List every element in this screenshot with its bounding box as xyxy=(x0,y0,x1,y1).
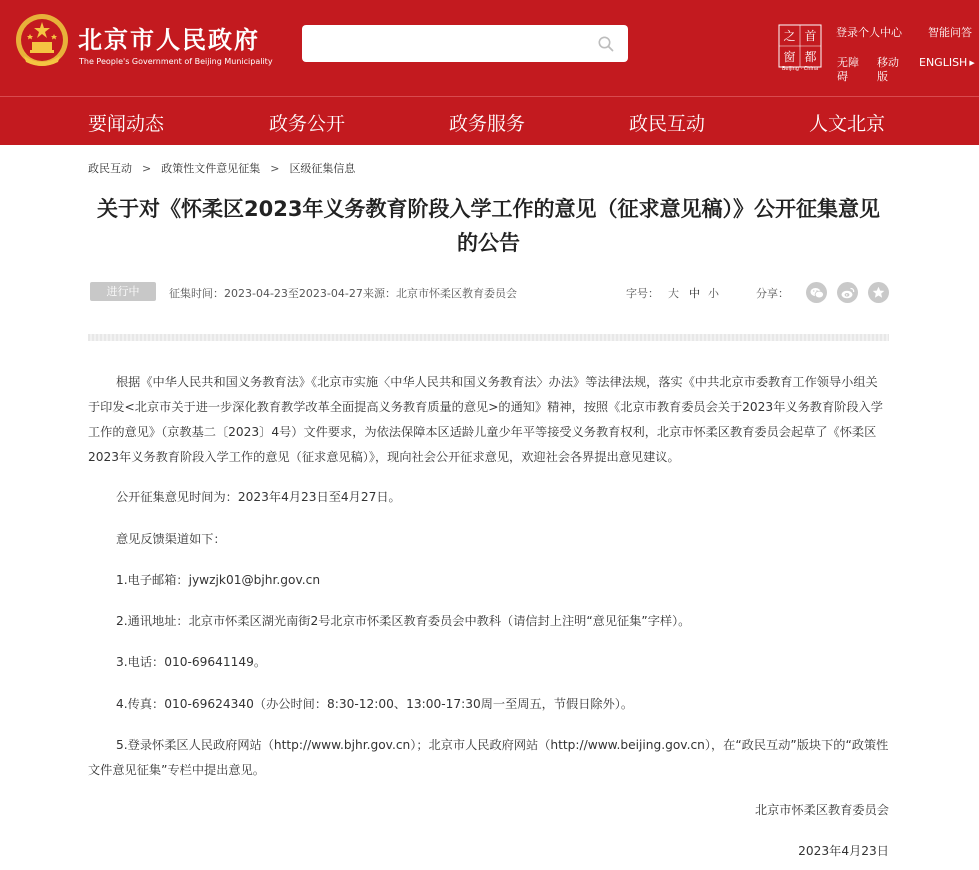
signature-date: 2023年4月23日 xyxy=(798,844,889,858)
share-wechat-button[interactable] xyxy=(806,282,827,303)
article-paragraph: 1.电子邮箱：jywzjk01@bjhr.gov.cn xyxy=(116,573,321,587)
font-size-small-button[interactable]: 小 xyxy=(708,287,719,300)
weibo-icon xyxy=(841,287,855,299)
english-dropdown[interactable] xyxy=(919,56,975,70)
article-paragraph: 2.通讯地址：北京市怀柔区湖光南街2号北京市怀柔区教育委员会中教科（请信封上注明“意见征集”字样）。 xyxy=(116,614,691,628)
breadcrumb-item-policy-solicitation[interactable]: 政策性文件意见征集 xyxy=(161,162,261,175)
national-emblem-icon xyxy=(14,12,70,72)
article-source: 来源：北京市怀柔区教育委员会 xyxy=(363,287,517,300)
font-size-medium-button[interactable]: 中 xyxy=(689,287,700,300)
article-paragraph: 公开征集意见时间为：2023年4月23日至4月27日。 xyxy=(116,490,401,504)
capital-logo-char: 窗 xyxy=(783,50,796,64)
article-paragraph: 根据《中华人民共和国义务教育法》《北京市实施〈中华人民共和国义务教育法〉办法》等法律法规，落实《中共北京市委教育工作领导小组关于印发<北京市关于进一步深化教育教学改革全面提高义务教育质量的意见>的通知》精神，按照《北京市教育委员会关于2023年义务教育阶段入学工作的意见》（京教基二〔2023〕4号）文件要求，为依法保障本区适龄儿童少年平等接受义务教育权利，北京市怀柔区教育委员会起草了《怀柔区2023年义务教育阶段入学工作的意见（征求意见稿）》，现向社会公开征求意见，欢迎社会各界提出意见建议。 xyxy=(88,375,883,464)
status-badge: 进行中 xyxy=(90,282,156,301)
top-header xyxy=(0,0,979,96)
page-title: 关于对《怀柔区2023年义务教育阶段入学工作的意见（征求意见稿）》公开征集意见的公告 xyxy=(97,197,880,255)
search-icon[interactable] xyxy=(597,35,615,53)
solicitation-period: 征集时间：2023-04-23至2023-04-27 xyxy=(169,287,363,300)
smart-qa-link[interactable]: 智能问答 xyxy=(928,26,972,39)
site-title[interactable]: 北京市人民政府 xyxy=(78,26,260,54)
breadcrumb-item-interaction[interactable]: 政民互动 xyxy=(88,162,132,175)
share-weibo-button[interactable] xyxy=(837,282,858,303)
nav-item-news[interactable]: 要闻动态 xyxy=(88,113,165,135)
wechat-icon xyxy=(810,287,824,299)
nav-item-gov-services[interactable]: 政务服务 xyxy=(449,113,526,135)
font-size-large-button[interactable]: 大 xyxy=(668,287,679,300)
english-label: ENGLISH xyxy=(919,56,968,69)
capital-logo-char: 首 xyxy=(804,29,817,43)
capital-window-logo-icon[interactable] xyxy=(778,24,822,72)
caret-down-icon: ▶ xyxy=(969,59,975,67)
nav-item-interaction[interactable]: 政民互动 xyxy=(629,113,706,135)
content-divider xyxy=(88,334,889,341)
share-favorite-button[interactable] xyxy=(868,282,889,303)
breadcrumb-separator: > xyxy=(270,162,280,175)
breadcrumb xyxy=(88,160,355,176)
breadcrumb-separator: > xyxy=(142,162,152,175)
article-paragraph: 4.传真：010-69624340（办公时间：8:30-12:00、13:00-17:30周一至周五，节假日除外）。 xyxy=(116,697,634,711)
breadcrumb-item-district-info[interactable]: 区级征集信息 xyxy=(289,162,356,175)
share-label: 分享： xyxy=(756,287,789,300)
nav-item-gov-affairs[interactable]: 政务公开 xyxy=(269,113,346,135)
article-paragraph: 意见反馈渠道如下： xyxy=(116,532,226,546)
signature-organization: 北京市怀柔区教育委员会 xyxy=(754,803,889,817)
font-size-label: 字号： xyxy=(626,287,659,300)
capital-logo-char: 之 xyxy=(783,29,796,43)
login-link[interactable]: 登录个人中心 xyxy=(836,26,902,39)
article-paragraph: 5.登录怀柔区人民政府网站（http://www.bjhr.gov.cn）；北京市人民政府网站（http://www.beijing.gov.cn），在“政民互动”版块下的“政策性文件意见征集”专栏中提出意见。 xyxy=(88,738,889,777)
nav-item-culture[interactable]: 人文北京 xyxy=(809,113,886,135)
favorite-icon xyxy=(872,286,885,299)
capital-logo-char: 都 xyxy=(804,50,817,64)
main-nav xyxy=(0,96,979,145)
accessibility-link[interactable]: 无障碍 xyxy=(837,56,859,83)
article-paragraph: 3.电话：010-69641149。 xyxy=(116,655,267,669)
capital-logo-caption: Beijing · China xyxy=(781,66,819,72)
site-subtitle: The People's Government of Beijing Municipality xyxy=(79,57,273,66)
search-input[interactable] xyxy=(302,25,628,62)
mobile-version-link[interactable]: 移动版 xyxy=(877,56,899,83)
